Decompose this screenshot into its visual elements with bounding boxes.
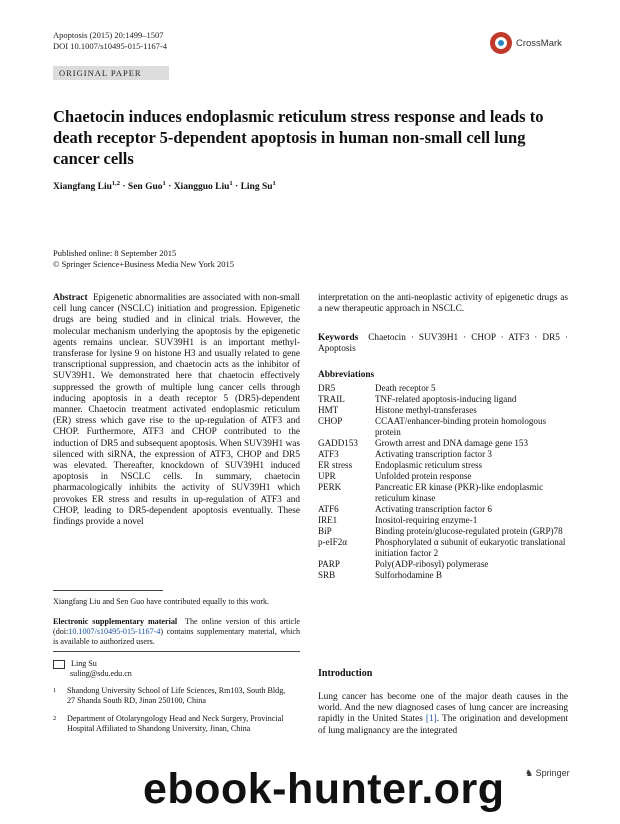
citation-link[interactable]: [1]	[425, 714, 437, 725]
affiliation-number: 1	[53, 687, 57, 694]
esm-note	[53, 617, 300, 648]
abbreviation-definition: Growth arrest and DNA damage gene 153	[375, 438, 529, 448]
contact-email[interactable]: suling@sdu.edu.cn	[70, 669, 132, 679]
copyright-line: © Springer Science+Business Media New York 2015	[53, 259, 234, 269]
abbreviation-row	[318, 471, 568, 482]
author-separator: ·	[165, 182, 174, 193]
abbreviations-table	[318, 383, 568, 581]
paper-title: Chaetocin induces endoplasmic reticulum stress response and leads to death receptor 5-dependent apoptosis in human non-small cell lung cancer cells	[53, 107, 544, 168]
affiliation-text: Department of Otolaryngology Head and Neck Surgery, Provincial Hospital Affiliated to Shandong University, Jinan, China	[67, 714, 284, 734]
author-affiliation: 1,2	[111, 180, 120, 187]
abstract-continuation: interpretation on the anti-neoplastic activity of epigenetic drugs as a new therapeutic approach in NSCLC.	[318, 293, 568, 315]
abbreviation-row	[318, 504, 568, 515]
crossmark-icon	[490, 32, 512, 54]
abbreviation-definition: Pancreatic ER kinase (PKR)-like endoplasmic reticulum kinase	[375, 482, 544, 503]
introduction-heading: Introduction	[318, 668, 373, 679]
abbreviation-row	[318, 482, 568, 504]
journal-citation: Apoptosis (2015) 20:1499–1507	[53, 30, 164, 40]
abbreviation-definition: TNF-related apoptosis-inducing ligand	[375, 394, 517, 404]
abbreviation-definition: Activating transcription factor 3	[375, 449, 492, 459]
keywords-text: Chaetocin · SUV39H1 · CHOP · ATF3 · DR5 · Apoptosis	[318, 333, 568, 355]
springer-label: Springer	[535, 768, 570, 778]
abbreviation-row	[318, 460, 568, 471]
author-affiliation: 1	[162, 180, 166, 187]
abbreviation-definition: Inositol-requiring enzyme-1	[375, 515, 478, 525]
affiliation-2	[53, 714, 293, 734]
abbreviation-term: ATF6	[318, 504, 339, 514]
publication-info	[53, 248, 234, 270]
abbreviation-term: CHOP	[318, 416, 343, 426]
author-name[interactable]: Xiangfang Liu	[53, 182, 112, 193]
author-affiliation: 1	[229, 180, 233, 187]
author-name[interactable]: Ling Su	[240, 182, 273, 193]
keywords	[318, 333, 568, 355]
abbreviations-heading: Abbreviations	[318, 370, 375, 380]
author-name[interactable]: Xiangguo Liu	[173, 182, 230, 193]
author-list	[53, 180, 276, 192]
watermark: ebook-hunter.org	[143, 765, 505, 813]
abbreviation-term: BiP	[318, 526, 332, 536]
abbreviation-definition: Poly(ADP-ribosyl) polymerase	[375, 559, 489, 569]
abbreviation-row	[318, 383, 568, 394]
mail-icon	[53, 660, 65, 669]
abbreviation-row	[318, 559, 568, 570]
abbreviation-term: HMT	[318, 405, 339, 415]
abbreviation-row	[318, 416, 568, 438]
esm-text-end: ) contains supplementary material, which is available to authorized users.	[53, 627, 300, 647]
abbreviation-definition: Death receptor 5	[375, 383, 436, 393]
crossmark-badge[interactable]	[490, 32, 562, 54]
esm-doi-link[interactable]: 10.1007/s10495-015-1167-4	[68, 627, 161, 637]
crossmark-label: CrossMark	[516, 37, 562, 49]
abbreviation-row	[318, 449, 568, 460]
affiliation-1	[53, 686, 293, 706]
abbreviation-definition: Endoplasmic reticulum stress	[375, 460, 483, 470]
abstract-label: Abstract	[53, 293, 88, 303]
abbreviation-definition: Activating transcription factor 6	[375, 504, 492, 514]
abbreviation-row	[318, 526, 568, 537]
introduction-text-start: Lung cancer has become one of the major death causes in the world. And the new diagnosed cases of lung cancer are increasing rapidly in the United States	[318, 692, 568, 725]
esm-label: Electronic supplementary material	[53, 617, 178, 626]
abbreviation-row	[318, 515, 568, 526]
abbreviation-row	[318, 438, 568, 449]
abbreviation-term: IRE1	[318, 515, 338, 525]
abbreviation-term: TRAIL	[318, 394, 345, 404]
equal-contribution-note: Xiangfang Liu and Sen Guo have contributed equally to this work.	[53, 597, 270, 606]
abbreviation-row	[318, 570, 568, 581]
published-date: Published online: 8 September 2015	[53, 248, 177, 258]
affiliation-number: 2	[53, 715, 57, 722]
abstract	[53, 293, 300, 528]
affiliation-text: Shandong University School of Life Sciences, Rm103, South Bldg, 27 Shanda South RD, Jinan 250100, China	[67, 686, 286, 706]
keywords-label: Keywords	[318, 333, 359, 343]
contact-name: Ling Su	[71, 659, 97, 668]
introduction-text-end: . The origination and development of lung malignancy are the integrated	[318, 714, 568, 736]
abbreviation-definition: Sulforhodamine B	[375, 570, 442, 580]
author-affiliation: 1	[272, 180, 276, 187]
corresponding-contact	[53, 659, 300, 679]
esm-text-start: The online version of this article (doi:	[53, 617, 300, 637]
abbreviation-definition: Phosphorylated α subunit of eukaryotic translational initiation factor 2	[375, 537, 566, 558]
abbreviation-term: ATF3	[318, 449, 339, 459]
introduction-text	[318, 692, 568, 737]
abbreviation-definition: CCAAT/enhancer-binding protein homologous protein	[375, 416, 547, 437]
contact-divider	[53, 651, 300, 652]
abbreviation-term: SRB	[318, 570, 336, 580]
springer-horse-icon: ♞	[525, 768, 534, 778]
abbreviation-row	[318, 394, 568, 405]
abbreviation-row	[318, 537, 568, 559]
abbreviation-definition: Binding protein/glucose-regulated protein (GRP)78	[375, 526, 563, 536]
abstract-text: Epigenetic abnormalities are associated with non-small cell lung cancer (NSCLC) initiation and progression. Epigenetic drugs are being studied and in clinical trials. However, the molecular mechanism underlying the apoptosis by the epigenetic agents remains unclear. SUV39H1 is an important methyl-transferase for lysine 9 on histone H3 and usually related to gene transcriptional suppression, and chaetocin acts as the inhibitor of SUV39H1. We demonstrated here that chaetocin effectively suppressed the growth of multiple lung cancer cells through inducing apoptosis in a death receptor 5 (DR5)-dependent manner. Chaetocin treatment activated endoplasmic reticulum (ER) stress which gave rise to the up-regulation of ATF3 and CHOP. Furthermore, ATF3 and CHOP contributed to the induction of DR5 and subsequent apoptosis. When SUV39H1 was silenced with siRNA, the expression of ATF3, CHOP and DR5 was elevated. Thereafter, knockdown of SUV39H1 induced apoptosis in NSCLC cells. In summary, chaetocin pharmacologically inhibits the activity of SUV39H1 which provokes ER stress and results in up-regulation of ATF3 and CHOP, leading to DR5-dependent apoptosis eventually. These findings provide a novel	[53, 293, 300, 528]
abbreviation-term: DR5	[318, 383, 336, 393]
journal-header	[53, 30, 167, 52]
springer-logo	[525, 768, 570, 779]
author-name[interactable]: Sen Guo	[127, 182, 163, 193]
abbreviation-term: UPR	[318, 471, 336, 481]
abbreviation-term: PERK	[318, 482, 342, 492]
author-separator: ·	[232, 182, 241, 193]
abbreviation-term: PARP	[318, 559, 340, 569]
abbreviation-row	[318, 405, 568, 416]
footnote-divider	[53, 590, 163, 591]
abbreviation-term: GADD153	[318, 438, 358, 448]
abbreviation-term: p-eIF2α	[318, 537, 348, 547]
doi-line: DOI 10.1007/s10495-015-1167-4	[53, 41, 167, 51]
abbreviation-definition: Unfolded protein response	[375, 471, 472, 481]
section-tag: ORIGINAL PAPER	[53, 66, 169, 80]
author-separator: ·	[120, 182, 128, 193]
abbreviation-definition: Histone methyl-transferases	[375, 405, 477, 415]
abbreviation-term: ER stress	[318, 460, 353, 470]
